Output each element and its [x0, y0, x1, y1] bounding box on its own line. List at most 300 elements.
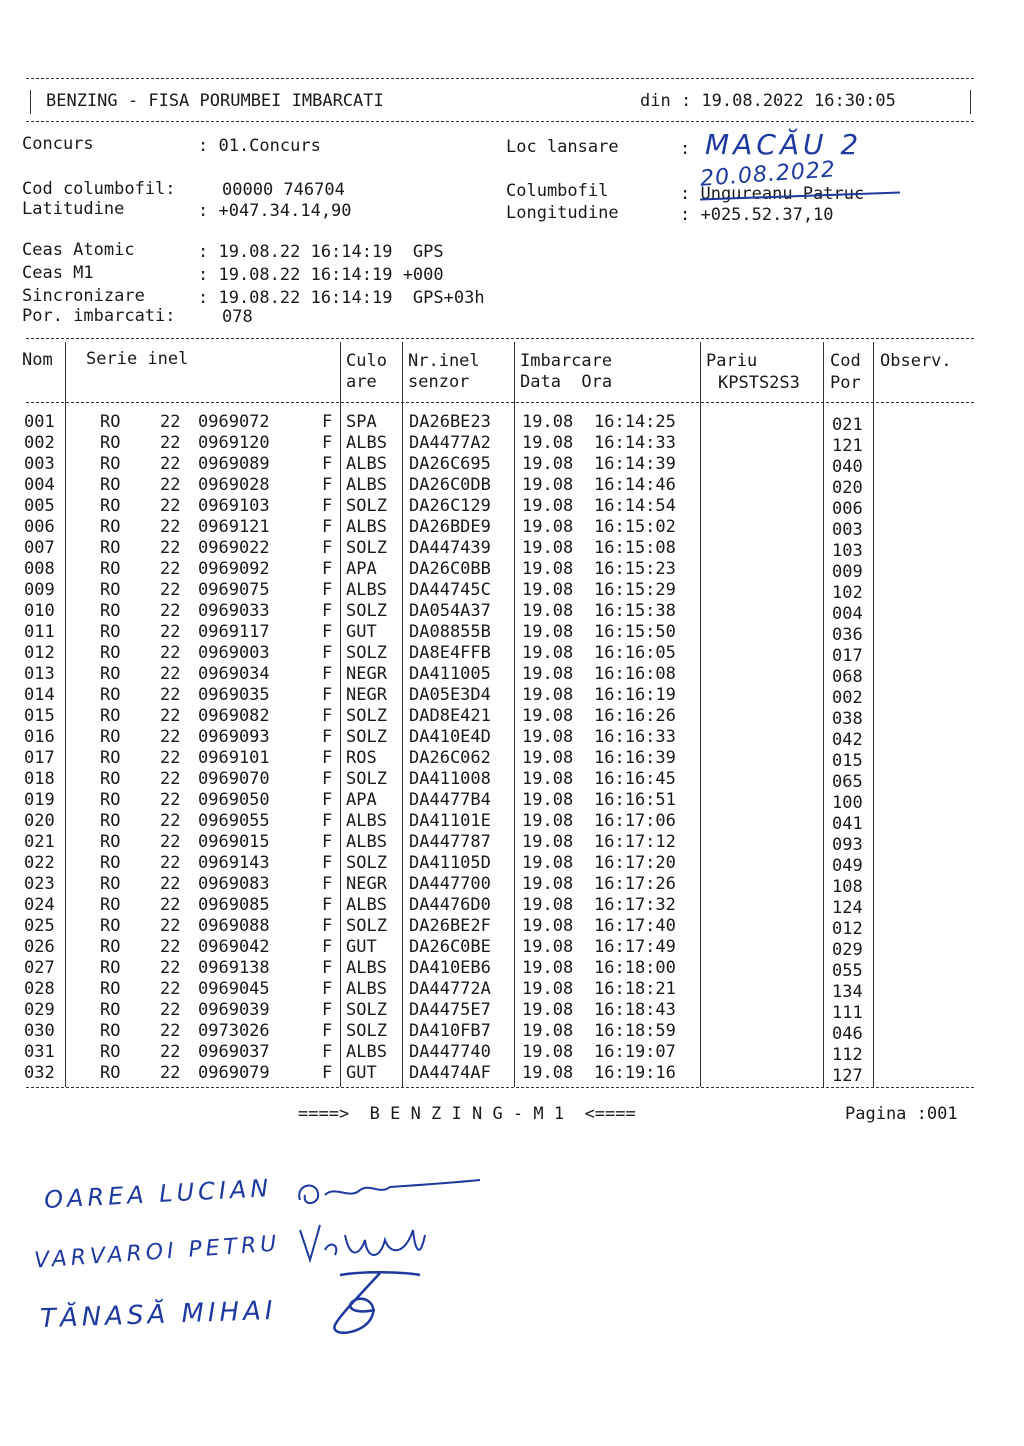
cell-color: SOLZ: [346, 538, 387, 558]
table-row: [0, 1063, 1024, 1084]
cell-sex: F: [322, 580, 333, 600]
table-row: [0, 496, 1024, 517]
cell-date: 19.08: [522, 1063, 574, 1083]
cell-color: SOLZ: [346, 1021, 387, 1041]
table-row: [0, 643, 1024, 664]
cell-color: SOLZ: [346, 1000, 387, 1020]
table-row: [0, 685, 1024, 706]
cell-country: RO: [100, 832, 121, 852]
cell-date: 19.08: [522, 958, 574, 978]
cell-sensor: DAD8E421: [409, 706, 491, 726]
table-row: [0, 1042, 1024, 1063]
cell-nom: 021: [24, 832, 55, 852]
cell-time: 16:17:32: [594, 895, 676, 915]
table-row: [0, 517, 1024, 538]
cell-date: 19.08: [522, 769, 574, 789]
cell-country: RO: [100, 1042, 121, 1062]
cell-ring: 0969101: [198, 748, 270, 768]
cell-country: RO: [100, 769, 121, 789]
cell-date: 19.08: [522, 832, 574, 852]
col-nrinel: Nr.inel: [408, 351, 480, 371]
cell-ring: 0973026: [198, 1021, 270, 1041]
table-row: [0, 706, 1024, 727]
signature-name-3: TĂNASĂ MIHAI: [39, 1295, 278, 1335]
table-row: [0, 559, 1024, 580]
cell-country: RO: [100, 412, 121, 432]
cell-country: RO: [100, 895, 121, 915]
cell-year: 22: [160, 622, 181, 642]
cell-year: 22: [160, 538, 181, 558]
cell-sex: F: [322, 454, 333, 474]
cell-cod-por: 020: [832, 478, 863, 498]
cell-nom: 001: [24, 412, 55, 432]
cell-ring: 0969085: [198, 895, 270, 915]
cell-color: ALBS: [346, 832, 387, 852]
cell-sex: F: [322, 685, 333, 705]
cell-sex: F: [322, 1042, 333, 1062]
cell-country: RO: [100, 496, 121, 516]
cell-time: 16:15:23: [594, 559, 676, 579]
cell-color: SOLZ: [346, 769, 387, 789]
cell-nom: 013: [24, 664, 55, 684]
cell-ring: 0969003: [198, 643, 270, 663]
table-row: [0, 601, 1024, 622]
cell-sensor: DA054A37: [409, 601, 491, 621]
table-row: [0, 412, 1024, 433]
cell-color: APA: [346, 559, 377, 579]
table-row: [0, 832, 1024, 853]
cell-color: NEGR: [346, 874, 387, 894]
cell-date: 19.08: [522, 916, 574, 936]
cell-country: RO: [100, 874, 121, 894]
cell-time: 16:18:00: [594, 958, 676, 978]
cell-cod-por: 046: [832, 1024, 863, 1044]
cell-nom: 016: [24, 727, 55, 747]
cell-time: 16:15:02: [594, 517, 676, 537]
cell-nom: 022: [24, 853, 55, 873]
cell-country: RO: [100, 559, 121, 579]
cell-time: 16:15:38: [594, 601, 676, 621]
cell-sex: F: [322, 832, 333, 852]
header-left-border: [30, 90, 31, 114]
cell-ring: 0969042: [198, 937, 270, 957]
cell-ring: 0969120: [198, 433, 270, 453]
cell-cod-por: 055: [832, 961, 863, 981]
cell-color: GUT: [346, 937, 377, 957]
cell-date: 19.08: [522, 601, 574, 621]
doc-title: BENZING - FISA PORUMBEI IMBARCATI: [46, 91, 384, 111]
cell-year: 22: [160, 1063, 181, 1083]
cell-year: 22: [160, 580, 181, 600]
cell-year: 22: [160, 433, 181, 453]
cell-country: RO: [100, 979, 121, 999]
top-border: [26, 78, 974, 79]
cell-year: 22: [160, 895, 181, 915]
cell-color: ALBS: [346, 979, 387, 999]
cell-color: SOLZ: [346, 601, 387, 621]
cell-cod-por: 012: [832, 919, 863, 939]
cell-country: RO: [100, 916, 121, 936]
cell-country: RO: [100, 1021, 121, 1041]
cell-year: 22: [160, 727, 181, 747]
cell-date: 19.08: [522, 1021, 574, 1041]
cell-sex: F: [322, 433, 333, 453]
col-cod: Cod: [830, 351, 861, 371]
cell-sensor: DA41105D: [409, 853, 491, 873]
cell-cod-por: 021: [832, 415, 863, 435]
cell-sex: F: [322, 979, 333, 999]
cell-cod-por: 036: [832, 625, 863, 645]
col-por: Por: [830, 373, 861, 393]
cell-cod-por: 121: [832, 436, 863, 456]
cell-sensor: DA26C0DB: [409, 475, 491, 495]
cell-sensor: DA41101E: [409, 811, 491, 831]
cell-color: SOLZ: [346, 853, 387, 873]
cell-ring: 0969034: [198, 664, 270, 684]
cell-sensor: DA4475E7: [409, 1000, 491, 1020]
cell-country: RO: [100, 1000, 121, 1020]
cell-year: 22: [160, 853, 181, 873]
cell-date: 19.08: [522, 496, 574, 516]
cell-time: 16:16:05: [594, 643, 676, 663]
cell-year: 22: [160, 643, 181, 663]
cell-time: 16:16:45: [594, 769, 676, 789]
cell-country: RO: [100, 748, 121, 768]
col-imbarcare: Imbarcare: [520, 351, 613, 371]
cell-date: 19.08: [522, 895, 574, 915]
cell-sex: F: [322, 706, 333, 726]
cell-ring: 0969055: [198, 811, 270, 831]
lat-value: : +047.34.14,90: [198, 201, 352, 221]
cell-date: 19.08: [522, 1042, 574, 1062]
cell-time: 16:14:33: [594, 433, 676, 453]
handwritten-location: MACĂU 2: [705, 128, 863, 161]
header-right-border: [970, 90, 971, 114]
cell-sex: F: [322, 1021, 333, 1041]
cell-sensor: DA4474AF: [409, 1063, 491, 1083]
cell-ring: 0969050: [198, 790, 270, 810]
cell-date: 19.08: [522, 538, 574, 558]
sync-label: Sincronizare: [22, 286, 145, 306]
cell-year: 22: [160, 832, 181, 852]
cell-ring: 0969089: [198, 454, 270, 474]
cell-sex: F: [322, 895, 333, 915]
cell-ring: 0969103: [198, 496, 270, 516]
cell-time: 16:18:59: [594, 1021, 676, 1041]
cell-nom: 012: [24, 643, 55, 663]
cell-year: 22: [160, 412, 181, 432]
cell-sex: F: [322, 1063, 333, 1083]
cell-time: 16:19:16: [594, 1063, 676, 1083]
cell-year: 22: [160, 1021, 181, 1041]
cell-time: 16:15:29: [594, 580, 676, 600]
cell-year: 22: [160, 790, 181, 810]
table-row: [0, 958, 1024, 979]
cell-time: 16:17:40: [594, 916, 676, 936]
cell-sensor: DA08855B: [409, 622, 491, 642]
por-label: Por. imbarcati:: [22, 306, 176, 326]
cell-sex: F: [322, 1000, 333, 1020]
cod-label: Cod columbofil:: [22, 179, 176, 199]
cell-nom: 002: [24, 433, 55, 453]
cell-year: 22: [160, 664, 181, 684]
cell-sensor: DA4477B4: [409, 790, 491, 810]
cell-sensor: DA4476D0: [409, 895, 491, 915]
cell-time: 16:16:39: [594, 748, 676, 768]
concurs-value: : 01.Concurs: [198, 136, 321, 156]
handwritten-date: 20.08.2022: [699, 157, 837, 192]
cell-time: 16:16:26: [594, 706, 676, 726]
cell-cod-por: 111: [832, 1003, 863, 1023]
ceas-m1-label: Ceas M1: [22, 263, 94, 283]
header-bottom-border: [26, 121, 974, 122]
cell-sensor: DA447439: [409, 538, 491, 558]
cell-ring: 0969075: [198, 580, 270, 600]
sync-value: : 19.08.22 16:14:19 GPS+03h: [198, 288, 485, 308]
cell-sensor: DA4477A2: [409, 433, 491, 453]
cell-year: 22: [160, 937, 181, 957]
table-row: [0, 454, 1024, 475]
cell-date: 19.08: [522, 454, 574, 474]
cell-sex: F: [322, 853, 333, 873]
cell-cod-por: 004: [832, 604, 863, 624]
cell-nom: 004: [24, 475, 55, 495]
signature-name-2: VARVAROI PETRU: [33, 1231, 282, 1274]
cell-date: 19.08: [522, 727, 574, 747]
cell-sensor: DA410E4D: [409, 727, 491, 747]
cell-sensor: DA447787: [409, 832, 491, 852]
cell-cod-por: 103: [832, 541, 863, 561]
cell-sex: F: [322, 475, 333, 495]
cell-cod-por: 108: [832, 877, 863, 897]
cell-nom: 014: [24, 685, 55, 705]
cell-country: RO: [100, 622, 121, 642]
cell-country: RO: [100, 727, 121, 747]
cell-color: ALBS: [346, 958, 387, 978]
cell-color: SOLZ: [346, 643, 387, 663]
cell-sex: F: [322, 664, 333, 684]
cell-ring: 0969070: [198, 769, 270, 789]
cell-nom: 017: [24, 748, 55, 768]
cell-country: RO: [100, 790, 121, 810]
cell-ring: 0969037: [198, 1042, 270, 1062]
cell-sex: F: [322, 517, 333, 537]
cell-country: RO: [100, 1063, 121, 1083]
cell-time: 16:16:19: [594, 685, 676, 705]
cell-nom: 007: [24, 538, 55, 558]
concurs-label: Concurs: [22, 134, 94, 154]
footer-brand: ====> B E N Z I N G - M 1 <====: [298, 1104, 636, 1124]
cell-nom: 026: [24, 937, 55, 957]
footer-page: Pagina :001: [845, 1104, 958, 1124]
cell-country: RO: [100, 958, 121, 978]
cell-sex: F: [322, 601, 333, 621]
cell-nom: 018: [24, 769, 55, 789]
table-row: [0, 580, 1024, 601]
cell-year: 22: [160, 496, 181, 516]
cell-date: 19.08: [522, 874, 574, 894]
cell-sex: F: [322, 916, 333, 936]
cell-sex: F: [322, 811, 333, 831]
cell-color: ALBS: [346, 475, 387, 495]
table-row: [0, 664, 1024, 685]
ceas-m1-value: : 19.08.22 16:14:19 +000: [198, 265, 444, 285]
cell-sex: F: [322, 958, 333, 978]
cell-nom: 019: [24, 790, 55, 810]
cell-sex: F: [322, 790, 333, 810]
cell-year: 22: [160, 979, 181, 999]
cell-country: RO: [100, 853, 121, 873]
col-senzor: senzor: [408, 372, 470, 392]
cell-nom: 030: [24, 1021, 55, 1041]
cell-sensor: DA447740: [409, 1042, 491, 1062]
cell-year: 22: [160, 769, 181, 789]
cell-sensor: DA26C062: [409, 748, 491, 768]
cell-nom: 024: [24, 895, 55, 915]
cell-color: ALBS: [346, 895, 387, 915]
cell-ring: 0969082: [198, 706, 270, 726]
table-row: [0, 748, 1024, 769]
cell-sensor: DA44745C: [409, 580, 491, 600]
loc-sep: :: [680, 139, 691, 159]
cell-year: 22: [160, 601, 181, 621]
cell-date: 19.08: [522, 937, 574, 957]
cell-cod-por: 102: [832, 583, 863, 603]
cell-nom: 027: [24, 958, 55, 978]
cell-date: 19.08: [522, 580, 574, 600]
cell-sensor: DA26C0BB: [409, 559, 491, 579]
columbofil-value: : Ungureanu Patruc: [680, 184, 865, 204]
cell-country: RO: [100, 685, 121, 705]
cell-ring: 0969093: [198, 727, 270, 747]
cell-year: 22: [160, 916, 181, 936]
columbofil-label: Columbofil: [506, 181, 609, 201]
cell-date: 19.08: [522, 517, 574, 537]
cell-sensor: DA26BE23: [409, 412, 491, 432]
cell-cod-por: 038: [832, 709, 863, 729]
col-pariu: Pariu: [706, 351, 758, 371]
cell-ring: 0969072: [198, 412, 270, 432]
cell-sensor: DA26BDE9: [409, 517, 491, 537]
cell-country: RO: [100, 811, 121, 831]
col-serie: Serie inel: [86, 349, 189, 369]
cell-cod-por: 134: [832, 982, 863, 1002]
cell-cod-por: 093: [832, 835, 863, 855]
col-nom: Nom: [22, 350, 53, 370]
col-data-ora: Data Ora: [520, 372, 613, 392]
table-row: [0, 979, 1024, 1000]
col-kpsts: KPSTS2S3: [718, 373, 800, 393]
cell-cod-por: 006: [832, 499, 863, 519]
cell-color: ALBS: [346, 811, 387, 831]
cell-ring: 0969015: [198, 832, 270, 852]
table-header-bottom-border: [26, 402, 974, 403]
table-row: [0, 538, 1024, 559]
cell-nom: 003: [24, 454, 55, 474]
table-row: [0, 895, 1024, 916]
signature-scribble-3: [320, 1265, 430, 1345]
loc-label: Loc lansare: [506, 137, 619, 157]
cell-time: 16:16:51: [594, 790, 676, 810]
cell-year: 22: [160, 559, 181, 579]
cell-nom: 025: [24, 916, 55, 936]
cell-nom: 015: [24, 706, 55, 726]
cell-time: 16:17:20: [594, 853, 676, 873]
cell-ring: 0969121: [198, 517, 270, 537]
cell-nom: 011: [24, 622, 55, 642]
cell-ring: 0969035: [198, 685, 270, 705]
cell-date: 19.08: [522, 475, 574, 495]
cell-country: RO: [100, 643, 121, 663]
table-top-border: [26, 338, 974, 339]
cell-country: RO: [100, 664, 121, 684]
col-culo-2: are: [346, 372, 377, 392]
cell-country: RO: [100, 433, 121, 453]
cell-time: 16:18:43: [594, 1000, 676, 1020]
table-row: [0, 937, 1024, 958]
cell-color: NEGR: [346, 685, 387, 705]
cell-year: 22: [160, 685, 181, 705]
cell-time: 16:16:33: [594, 727, 676, 747]
cell-time: 16:18:21: [594, 979, 676, 999]
cell-nom: 008: [24, 559, 55, 579]
cell-ring: 0969083: [198, 874, 270, 894]
cell-ring: 0969088: [198, 916, 270, 936]
cell-date: 19.08: [522, 790, 574, 810]
cell-country: RO: [100, 706, 121, 726]
cell-sex: F: [322, 622, 333, 642]
table-row: [0, 811, 1024, 832]
cell-sensor: DA410EB6: [409, 958, 491, 978]
cell-color: SOLZ: [346, 706, 387, 726]
cell-ring: 0969138: [198, 958, 270, 978]
cell-time: 16:14:39: [594, 454, 676, 474]
cell-date: 19.08: [522, 643, 574, 663]
table-row: [0, 475, 1024, 496]
cell-cod-por: 042: [832, 730, 863, 750]
cell-time: 16:14:46: [594, 475, 676, 495]
cell-country: RO: [100, 517, 121, 537]
cell-time: 16:17:06: [594, 811, 676, 831]
cell-color: ALBS: [346, 517, 387, 537]
cell-ring: 0969028: [198, 475, 270, 495]
table-row: [0, 874, 1024, 895]
cell-sensor: DA44772A: [409, 979, 491, 999]
cell-time: 16:17:12: [594, 832, 676, 852]
cell-year: 22: [160, 706, 181, 726]
cell-cod-por: 003: [832, 520, 863, 540]
cell-country: RO: [100, 538, 121, 558]
cell-nom: 020: [24, 811, 55, 831]
table-bottom-border: [26, 1087, 974, 1088]
cell-nom: 031: [24, 1042, 55, 1062]
cell-date: 19.08: [522, 706, 574, 726]
cell-cod-por: 100: [832, 793, 863, 813]
cell-country: RO: [100, 454, 121, 474]
long-label: Longitudine: [506, 203, 619, 223]
cell-sex: F: [322, 496, 333, 516]
cell-cod-por: 015: [832, 751, 863, 771]
cell-cod-por: 017: [832, 646, 863, 666]
cell-sensor: DA447700: [409, 874, 491, 894]
por-value: 078: [222, 307, 253, 327]
cell-color: SOLZ: [346, 727, 387, 747]
cell-date: 19.08: [522, 748, 574, 768]
cell-year: 22: [160, 454, 181, 474]
cell-sex: F: [322, 538, 333, 558]
cell-sensor: DA8E4FFB: [409, 643, 491, 663]
doc-date: din : 19.08.2022 16:30:05: [640, 91, 896, 111]
